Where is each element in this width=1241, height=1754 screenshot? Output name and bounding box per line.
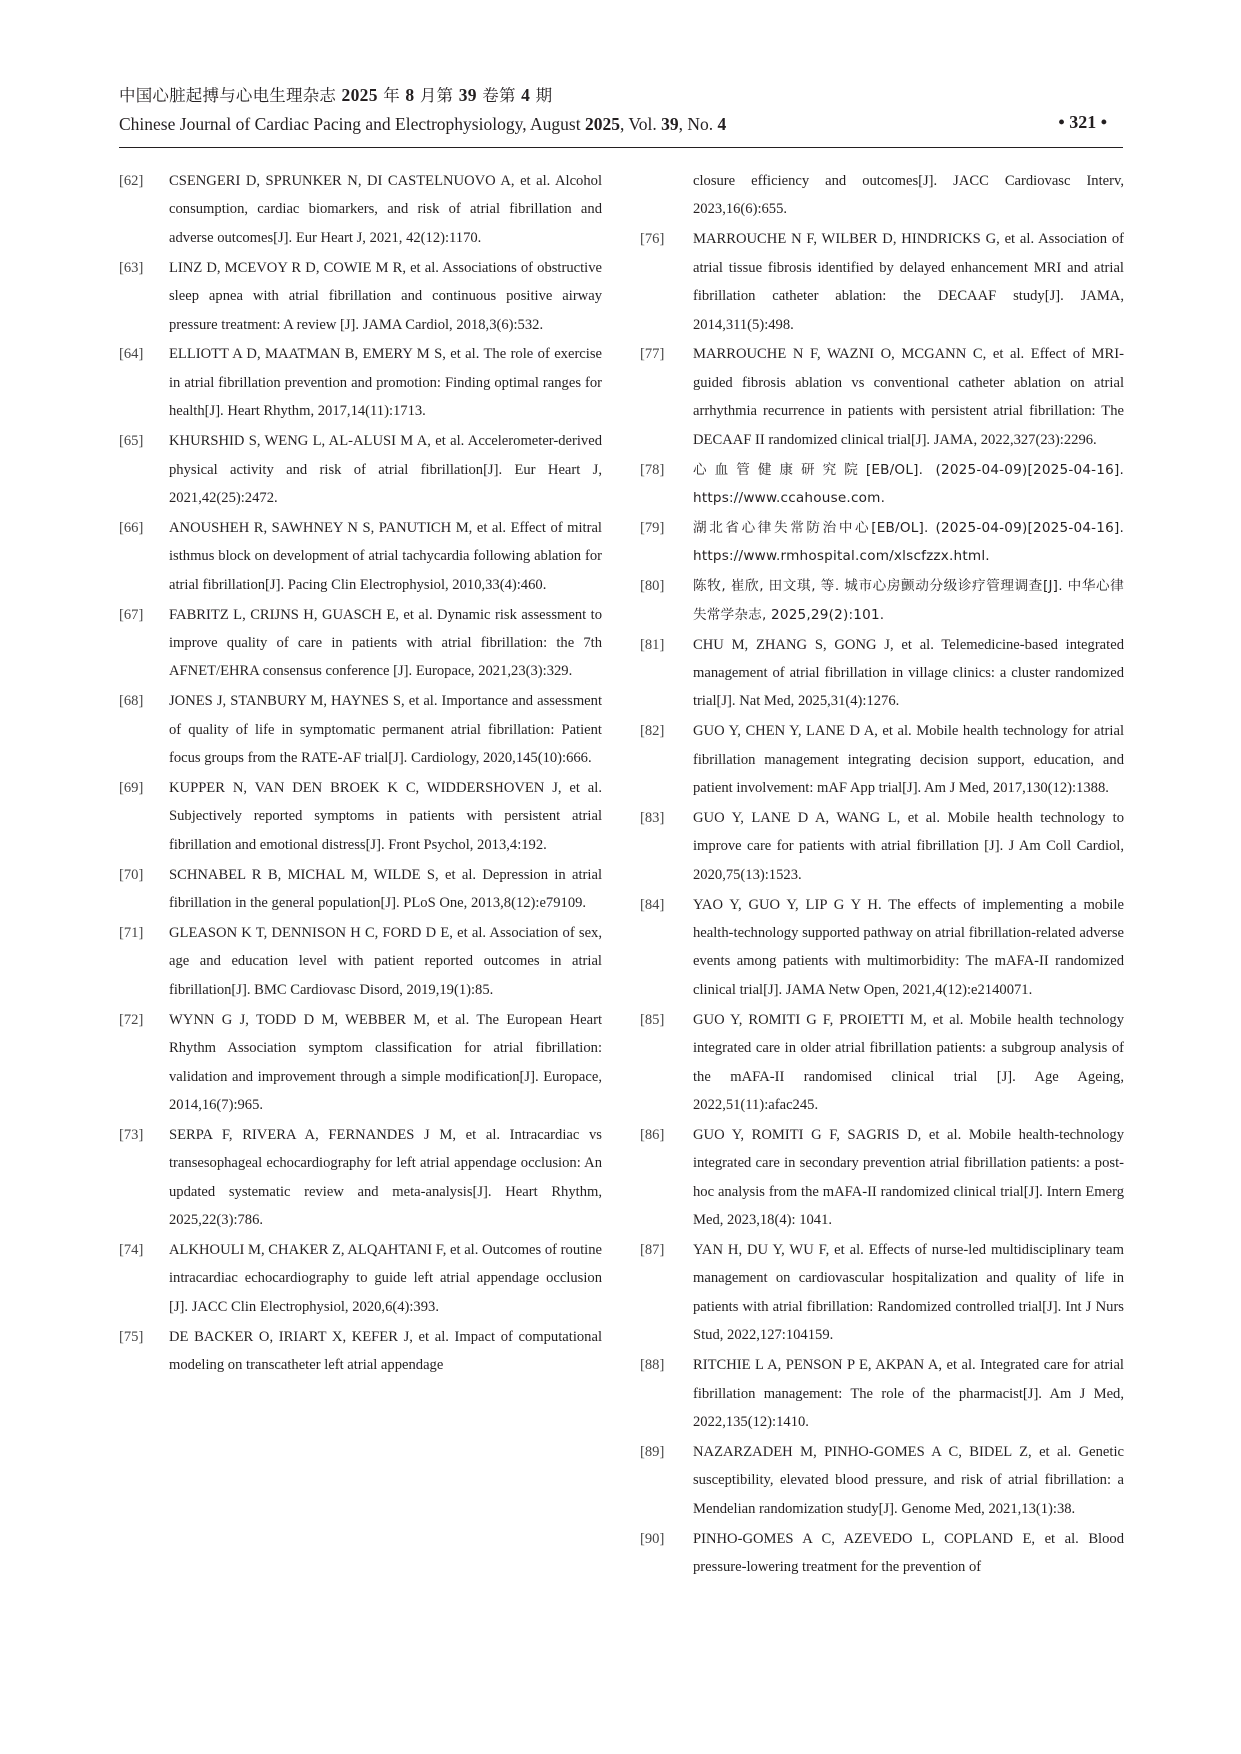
reference-number: [85] <box>640 1011 665 1028</box>
reference-number: [83] <box>640 809 665 826</box>
reference-number: [70] <box>119 866 144 883</box>
reference-number: [88] <box>640 1357 665 1374</box>
issue-number: 4 <box>521 85 531 105</box>
reference-text: KHURSHID S, WENG L, AL-ALUSI M A, et al. Accelerometer-derived physical activity and risk of atrial fibrillation[J]. Eur Heart J, 2021,42(25):2472. <box>169 433 602 506</box>
reference-text: SCHNABEL R B, MICHAL M, WILDE S, et al. Depression in atrial fibrillation in the general population[J]. PLoS One, 2013,8(12):e79109. <box>169 866 602 912</box>
reference-number: [78] <box>640 461 665 478</box>
reference-number: [81] <box>640 636 665 653</box>
volume-label: 卷第 <box>476 86 522 105</box>
reference-item <box>640 1121 1124 1235</box>
reference-item <box>119 167 602 252</box>
issue-month: 8 <box>405 85 415 105</box>
reference-number: [74] <box>119 1242 144 1259</box>
reference-text: ALKHOULI M, CHAKER Z, ALQAHTANI F, et al. Outcomes of routine intracardiac echocardiography to guide left atrial appendage occlusion [J]. JACC Clin Electrophysiol, 2020,6(4):393. <box>169 1242 602 1315</box>
reference-continuation: closure efficiency and outcomes[J]. JACC Cardiovasc Interv, 2023,16(6):655. <box>693 173 1124 218</box>
reference-text: PINHO-GOMES A C, AZEVEDO L, COPLAND E, et al. Blood pressure-lowering treatment for the prevention of <box>693 1530 1124 1575</box>
reference-text: NAZARZADEH M, PINHO-GOMES A C, BIDEL Z, et al. Genetic susceptibility, elevated blood pressure, and risk of atrial fibrillation: a Mendelian randomization study[J]. Genome Med, 2021,13(1):38. <box>693 1443 1124 1517</box>
reference-item <box>640 225 1124 339</box>
reference-text: MARROUCHE N F, WILBER D, HINDRICKS G, et al. Association of atrial tissue fibrosis identified by delayed enhancement MRI and atrial fibrillation catheter ablation: the DECAAF study[J]. JAMA, 2014,311(5):498. <box>693 231 1124 333</box>
reference-text: YAN H, DU Y, WU F, et al. Effects of nurse-led multidisciplinary team management on cardiovascular hospitalization and quality of life in patients with atrial fibrillation: Randomized controlled trial[J]. Int J Nurs Stud, 2022,127:104159. <box>693 1242 1124 1344</box>
journal-name-en: Chinese Journal of Cardiac Pacing and Electrophysiology, August <box>119 114 585 134</box>
reference-item <box>119 427 602 512</box>
reference-item <box>119 687 602 772</box>
reference-item <box>640 631 1124 716</box>
reference-item <box>640 572 1124 629</box>
reference-number: [75] <box>119 1328 144 1345</box>
reference-item <box>640 804 1124 889</box>
reference-number: [69] <box>119 780 144 797</box>
reference-item <box>119 1121 602 1235</box>
reference-column-right <box>640 167 1124 1583</box>
reference-text: 心血管健康研究院[EB/OL]. (2025-04-09)[2025-04-16]. https://www.ccahouse.com. <box>693 461 1124 506</box>
reference-number: [71] <box>119 925 144 942</box>
reference-number: [68] <box>119 693 144 710</box>
reference-text: DE BACKER O, IRIART X, KEFER J, et al. Impact of computational modeling on transcatheter left atrial appendage <box>169 1328 602 1374</box>
reference-item <box>119 340 602 425</box>
reference-item <box>640 1351 1124 1436</box>
reference-text: SERPA F, RIVERA A, FERNANDES J M, et al. Intracardiac vs transesophageal echocardiography for left atrial appendage occlusion: An updated systematic review and meta-analysis[J]. Heart Rhythm, 2025,22(3):786. <box>169 1126 602 1229</box>
reference-item <box>640 456 1124 513</box>
reference-text: RITCHIE L A, PENSON P E, AKPAN A, et al. Integrated care for atrial fibrillation management: The role of the pharmacist[J]. Am J Med, 2022,135(12):1410. <box>693 1357 1124 1430</box>
reference-number: [64] <box>119 346 144 363</box>
reference-text: KUPPER N, VAN DEN BROEK K C, WIDDERSHOVEN J, et al. Subjectively reported symptoms in patients with persistent atrial fibrillation and emotional distress[J]. Front Psychol, 2013,4:192. <box>169 780 602 853</box>
journal-name-cn: 中国心脏起搏与心电生理杂志 <box>119 86 342 105</box>
reference-item <box>119 919 602 1004</box>
reference-number: [79] <box>640 519 665 536</box>
reference-text: GUO Y, ROMITI G F, SAGRIS D, et al. Mobile health-technology integrated care in secondary prevention atrial fibrillation patients: a post-hoc analysis from the mAFA-II randomized clinical trial[J]. Intern Emerg Med, 2023,18(4): 1041. <box>693 1126 1124 1229</box>
reference-text: GUO Y, CHEN Y, LANE D A, et al. Mobile health technology for atrial fibrillation management integrating decision support, education, and patient involvement: mAF App trial[J]. Am J Med, 2017,130(12):1388. <box>693 723 1124 797</box>
reference-text: MARROUCHE N F, WAZNI O, MCGANN C, et al. Effect of MRI-guided fibrosis ablation vs conventional catheter ablation on atrial arrhythmia recurrence in patients with persistent atrial fibrillation: The DECAAF II randomized clinical trial[J]. JAMA, 2022,327(23):2296. <box>693 346 1124 448</box>
issue-number-en: 4 <box>717 114 727 134</box>
reference-item <box>640 340 1124 454</box>
reference-text: 陈牧, 崔欣, 田文琪, 等. 城市心房颤动分级诊疗管理调查[J]. 中华心律失常学杂志, 2025,29(2):101. <box>693 578 1124 623</box>
reference-item <box>640 514 1124 571</box>
reference-text: ELLIOTT A D, MAATMAN B, EMERY M S, et al. The role of exercise in atrial fibrillation prevention and promotion: Finding optimal ranges for health[J]. Heart Rhythm, 2017,14(11):1713. <box>169 346 602 420</box>
reference-text: CSENGERI D, SPRUNKER N, DI CASTELNUOVO A, et al. Alcohol consumption, cardiac biomarkers, and risk of atrial fibrillation and adverse outcomes[J]. Eur Heart J, 2021, 42(12):1170. <box>169 173 602 246</box>
reference-text: LINZ D, MCEVOY R D, COWIE M R, et al. Associations of obstructive sleep apnea with atrial fibrillation and continuous positive airway pressure treatment: A review [J]. JAMA Cardiol, 2018,3(6):532. <box>169 259 602 333</box>
reference-item <box>119 1006 602 1120</box>
reference-text: YAO Y, GUO Y, LIP G Y H. The effects of implementing a mobile health-technology supported pathway on atrial fibrillation-related adverse events among patients with multimorbidity: The mAFA-II randomized clinical trial[J]. JAMA Netw Open, 2021,4(12):e2140071. <box>693 896 1124 998</box>
reference-number: [84] <box>640 896 665 913</box>
year-label: 年 <box>377 86 406 105</box>
reference-column-left <box>119 167 602 1381</box>
reference-number: [86] <box>640 1126 665 1143</box>
reference-item <box>119 1323 602 1380</box>
reference-text: GLEASON K T, DENNISON H C, FORD D E, et al. Association of sex, age and education level with patient reported outcomes in atrial fibrillation[J]. BMC Cardiovasc Disord, 2019,19(1):85. <box>169 925 602 998</box>
month-label: 月第 <box>414 86 459 105</box>
number-label: 期 <box>530 86 553 105</box>
reference-text: 湖北省心律失常防治中心[EB/OL]. (2025-04-09)[2025-04-16]. https://www.rmhospital.com/xlscfzzx.html. <box>693 519 1124 565</box>
reference-text: ANOUSHEH R, SAWHNEY N S, PANUTICH M, et al. Effect of mitral isthmus block on development of atrial tachycardia following ablation for atrial fibrillation[J]. Pacing Clin Electrophysiol, 2010,33(4):460. <box>169 519 602 593</box>
reference-number: [67] <box>119 606 144 623</box>
reference-text: WYNN G J, TODD D M, WEBBER M, et al. The European Heart Rhythm Association symptom classification for atrial fibrillation: validation and improvement through a simple modification[J]. Europace, 2014,16(7):965. <box>169 1011 602 1113</box>
reference-number: [65] <box>119 433 144 450</box>
issue-year: 2025 <box>341 85 378 105</box>
reference-number: [82] <box>640 723 665 740</box>
issue-year-en: 2025 <box>584 114 620 134</box>
reference-text: JONES J, STANBURY M, HAYNES S, et al. Importance and assessment of quality of life in symptomatic permanent atrial fibrillation: Patient focus groups from the RATE-AF trial[J]. Cardiology, 2020,145(10):666. <box>169 693 602 767</box>
reference-item <box>119 514 602 599</box>
reference-number: [66] <box>119 519 144 536</box>
reference-number: [73] <box>119 1126 144 1143</box>
reference-text: CHU M, ZHANG S, GONG J, et al. Telemedicine-based integrated management of atrial fibrillation in village clinics: a cluster randomized trial[J]. Nat Med, 2025,31(4):1276. <box>693 636 1124 710</box>
issue-volume-en: 39 <box>661 114 679 134</box>
running-header <box>119 84 1123 135</box>
reference-text: GUO Y, LANE D A, WANG L, et al. Mobile health technology to improve care for patients with atrial fibrillation [J]. J Am Coll Cardiol, 2020,75(13):1523. <box>693 809 1124 883</box>
reference-item <box>640 1525 1124 1582</box>
journal-title-chinese <box>119 84 1123 107</box>
issue-volume: 39 <box>458 85 477 105</box>
reference-number: [77] <box>640 346 665 363</box>
reference-number: [72] <box>119 1011 144 1028</box>
reference-text: FABRITZ L, CRIJNS H, GUASCH E, et al. Dynamic risk assessment to improve quality of care in patients with atrial fibrillation: the 7th AFNET/EHRA consensus conference [J]. Europace, 2021,23(3):329. <box>169 606 602 680</box>
journal-title-english <box>119 113 1123 135</box>
reference-item <box>119 254 602 339</box>
reference-number: [87] <box>640 1242 665 1259</box>
reference-item <box>640 891 1124 1005</box>
header-rule <box>119 147 1123 148</box>
reference-item <box>119 601 602 686</box>
reference-item <box>640 1438 1124 1523</box>
reference-item <box>640 1236 1124 1350</box>
reference-item <box>640 1006 1124 1120</box>
reference-number: [80] <box>640 578 665 595</box>
reference-number: [89] <box>640 1443 665 1460</box>
vol-label-en: , Vol. <box>619 114 662 134</box>
reference-item <box>119 774 602 859</box>
reference-number: [76] <box>640 231 665 248</box>
reference-number: [90] <box>640 1530 665 1547</box>
no-label-en: , No. <box>678 114 718 134</box>
reference-number: [63] <box>119 259 144 276</box>
page-number: • 321 • <box>1058 112 1107 132</box>
reference-text: GUO Y, ROMITI G F, PROIETTI M, et al. Mobile health technology integrated care in older atrial fibrillation patients: a subgroup analysis of the mAFA-II randomised clinical trial [J]. Age Ageing, 2022,51(11):afac245. <box>693 1011 1124 1113</box>
reference-item <box>640 717 1124 802</box>
reference-item <box>119 861 602 918</box>
reference-number: [62] <box>119 173 144 189</box>
reference-item <box>119 1236 602 1321</box>
